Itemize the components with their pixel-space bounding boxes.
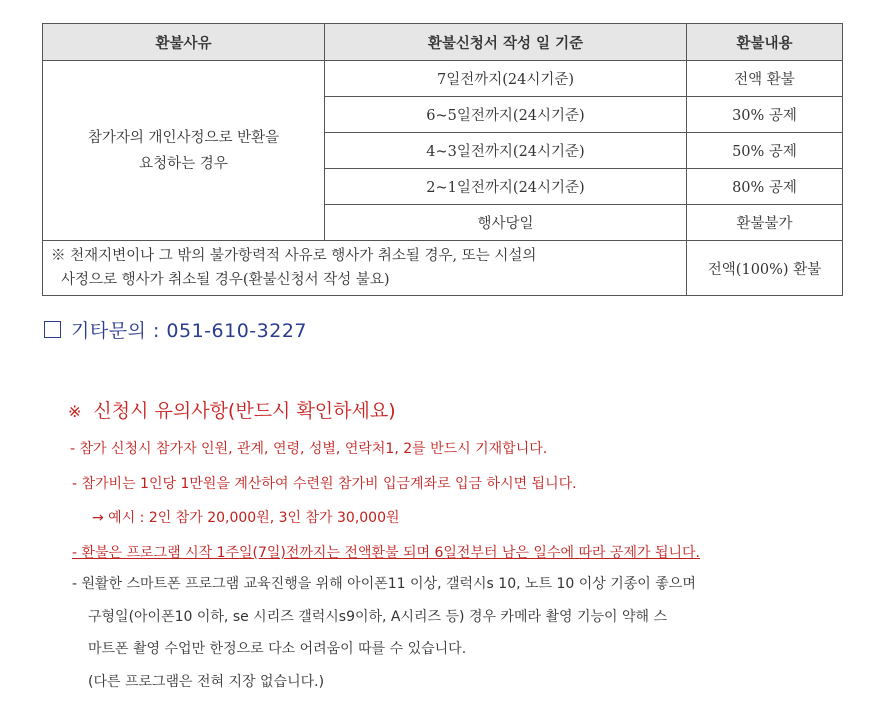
list-item: - 참가 신청시 참가자 인원, 관계, 연령, 성별, 연락처1, 2를 반드시 기재합니다. (70, 441, 548, 457)
list-item: → 예시 : 2인 참가 20,000원, 3인 참가 30,000원 (92, 510, 400, 526)
table-row (43, 61, 843, 97)
reference-mark-icon: ※ (68, 402, 82, 421)
checkbox-square-icon (44, 321, 61, 338)
contact-text: 기타문의 : 051-610-3227 (71, 320, 307, 342)
reason-cell (43, 61, 325, 241)
note-cell (43, 241, 687, 296)
list-item: 구형일(아이폰10 이하, se 시리즈 갤럭시s9이하, A시리즈 등) 경우 카메라 촬영 기능이 약해 스 (88, 609, 668, 625)
header-period: 환불신청서 작성 일 기준 (325, 24, 687, 61)
list-item: - 참가비는 1인당 1만원을 계산하여 수련원 참가비 입금계좌로 입금 하시면 됩니다. (72, 476, 577, 492)
list-item: (다른 프로그램은 전혀 지장 없습니다.) (88, 674, 325, 690)
list-item: - 원활한 스마트폰 프로그램 교육진행을 위해 아이폰11 이상, 갤럭시s 10, 노트 10 이상 기종이 좋으며 (72, 576, 696, 592)
note-content-cell: 전액(100%) 환불 (687, 241, 843, 296)
content-cell: 환불불가 (687, 205, 843, 241)
period-cell: 4~3일전까지(24시기준) (325, 133, 687, 169)
content-cell: 전액 환불 (687, 61, 843, 97)
period-cell: 7일전까지(24시기준) (325, 61, 687, 97)
period-cell: 2~1일전까지(24시기준) (325, 169, 687, 205)
header-reason: 환불사유 (43, 24, 325, 61)
header-content: 환불내용 (687, 24, 843, 61)
reason-line-2: 요청하는 경우 (139, 155, 228, 172)
period-cell: 6~5일전까지(24시기준) (325, 97, 687, 133)
reason-line-1: 참가자의 개인사정으로 반환을 (87, 129, 280, 146)
refund-table (42, 23, 843, 296)
table-note-row (43, 241, 843, 296)
list-item: - 환불은 프로그램 시작 1주일(7일)전까지는 전액환불 되며 6일전부터 남은 일수에 따라 공제가 됩니다. (72, 545, 700, 561)
content-cell: 30% 공제 (687, 97, 843, 133)
contact-info (44, 316, 307, 343)
note-line-2: 사정으로 행사가 취소될 경우(환불신청서 작성 불요) (61, 272, 390, 288)
notice-title (68, 396, 396, 423)
list-item: 마트폰 촬영 수업만 한정으로 다소 어려움이 따를 수 있습니다. (88, 641, 467, 657)
table-header-row (43, 24, 843, 61)
content-cell: 50% 공제 (687, 133, 843, 169)
content-cell: 80% 공제 (687, 169, 843, 205)
note-line-1: ※ 천재지변이나 그 밖의 불가항력적 사유로 행사가 취소될 경우, 또는 시설의 (51, 248, 537, 264)
period-cell: 행사당일 (325, 205, 687, 241)
notice-title-text: 신청시 유의사항(반드시 확인하세요) (93, 400, 396, 422)
